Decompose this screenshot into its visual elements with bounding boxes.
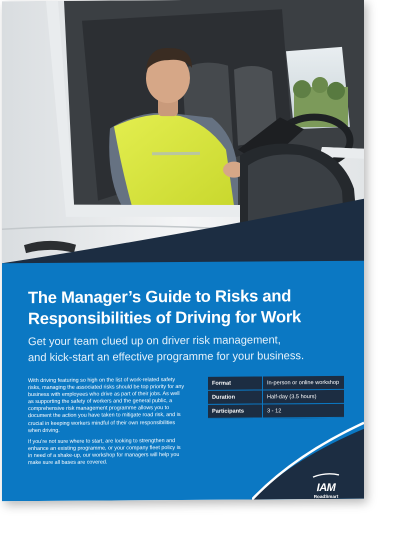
document-title (28, 286, 348, 330)
title-line-2: Responsibilities of Driving for Work (28, 308, 302, 329)
iam-roadsmart-logo (306, 465, 346, 500)
table-label: Participants (208, 404, 263, 418)
table-label: Duration (208, 390, 263, 404)
iam-swoosh-icon (311, 473, 341, 478)
hero-photo-driver-in-van (2, 0, 364, 276)
subtitle-line-1: Get your team clued up on driver risk management, (28, 334, 281, 349)
title-line-1: The Manager’s Guide to Risks and (28, 287, 292, 308)
table-row (208, 389, 344, 404)
table-value: 3 - 12 (263, 403, 345, 418)
paragraph: With driving featuring so high on the list of work-related safety risks, managing the associated risks should be top priority for any business with employees who drive as part of their jobs. As well as supporting the safety of workers and the general public, a comprehensive risk management programme allows you to document the action you have taken to mitigate road risk, and is crucial in keeping workers mindful of their own responsibilities when driving. (28, 377, 185, 434)
table-row (208, 376, 344, 390)
document-subtitle (28, 332, 358, 366)
logo-subtitle: RoadSmart (313, 493, 339, 500)
table-row (208, 403, 344, 418)
body-text (28, 377, 186, 471)
logo-mark: IAM (316, 481, 336, 495)
course-info-table (208, 376, 344, 419)
subtitle-line-2: and kick-start an effective programme for your business. (28, 350, 305, 365)
table-value: Half-day (3.5 hours) (263, 389, 345, 404)
table-value: In-person or online workshop (263, 376, 345, 390)
paragraph: If you’re not sure where to start, are looking to strengthen and enhance an existing programme, or your company fleet policy is in need of a shake-up, our workshop for managers will help you make sure all bases are covered. (28, 437, 181, 467)
flyer-page (2, 0, 364, 501)
table-label: Format (208, 376, 263, 390)
